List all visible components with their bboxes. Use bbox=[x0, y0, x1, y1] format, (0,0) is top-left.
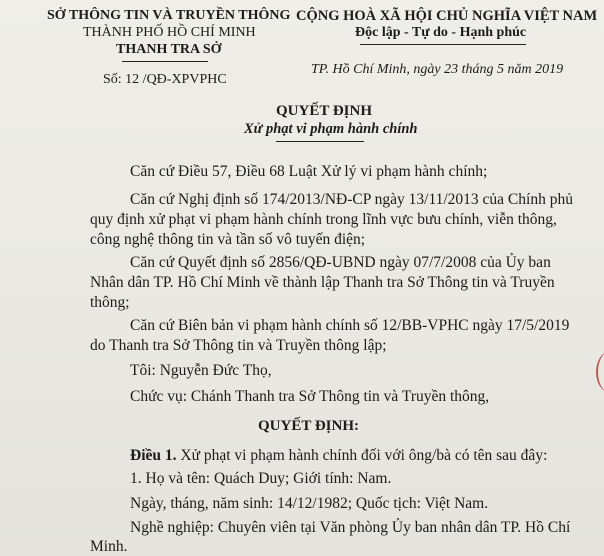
decision-number: Số: 12 /QĐ-XPVPHC bbox=[103, 72, 227, 87]
motto: Độc lập - Tự do - Hạnh phúc bbox=[355, 25, 527, 40]
stamp-edge-mark bbox=[596, 352, 604, 392]
preamble-line: quy định xử phạt vi phạm hành chính trong lĩnh vực bưu chính, viễn thông, bbox=[90, 211, 557, 228]
preamble-line: công nghệ thông tin và tần số vô tuyến điện; bbox=[90, 231, 366, 248]
agency-unit: THANH TRA SỞ bbox=[116, 42, 222, 57]
article-1 bbox=[130, 447, 547, 465]
preamble-line: Căn cứ Biên bản vi phạm hành chính số 12/BB-VPHC ngày 17/5/2019 bbox=[130, 317, 570, 334]
preamble-line: thông; bbox=[90, 294, 130, 311]
header-left-underline bbox=[122, 61, 208, 62]
title-underline bbox=[276, 141, 364, 142]
country-name: CỘNG HOÀ XÃ HỘI CHỦ NGHĨA VIỆT NAM bbox=[296, 8, 598, 24]
preamble-line: Căn cứ Điều 57, Điều 68 Luật Xử lý vi phạm hành chính; bbox=[130, 163, 488, 180]
header-right-underline bbox=[360, 44, 526, 45]
article-1-item: 1. Họ và tên: Quách Duy; Giới tính: Nam. bbox=[130, 470, 392, 487]
agency-name: SỞ THÔNG TIN VÀ TRUYỀN THÔNG bbox=[47, 8, 291, 23]
issue-date: TP. Hồ Chí Minh, ngày 23 tháng 5 năm 2019 bbox=[311, 62, 564, 77]
preamble-line: Nhân dân TP. Hồ Chí Minh về thành lập Thanh tra Sở Thông tin và Truyền bbox=[90, 274, 555, 291]
document-subtitle: Xử phạt vi phạm hành chính bbox=[244, 121, 418, 137]
article-1-text: Xử phạt vi phạm hành chính đối với ông/bà có tên sau đây: bbox=[176, 447, 548, 464]
article-1-job: Nghề nghiệp: Chuyên viên tại Văn phòng Ủy ban nhân dân TP. Hồ Chí bbox=[130, 519, 571, 536]
document-title: QUYẾT ĐỊNH bbox=[276, 103, 372, 119]
signer-position-line: Chức vụ: Chánh Thanh tra Sở Thông tin và Truyền thông, bbox=[130, 388, 490, 405]
article-1-label: Điều 1. bbox=[130, 447, 177, 464]
preamble-line: do Thanh tra Sở Thông tin và Truyền thông lập; bbox=[90, 337, 387, 354]
signer-name-line: Tôi: Nguyễn Đức Thọ, bbox=[130, 362, 272, 379]
article-1-job-cont: Minh. bbox=[90, 538, 128, 555]
decision-heading: QUYẾT ĐỊNH: bbox=[258, 418, 359, 434]
preamble-line: Căn cứ Nghị định số 174/2013/NĐ-CP ngày 13/11/2013 của Chính phủ bbox=[130, 191, 573, 208]
preamble-line: Căn cứ Quyết định số 2856/QĐ-UBND ngày 07/7/2008 của Ủy ban bbox=[130, 254, 551, 271]
agency-city: THÀNH PHỐ HỒ CHÍ MINH bbox=[83, 25, 256, 40]
article-1-dob: Ngày, tháng, năm sinh: 14/12/1982; Quốc tịch: Việt Nam. bbox=[130, 495, 489, 512]
